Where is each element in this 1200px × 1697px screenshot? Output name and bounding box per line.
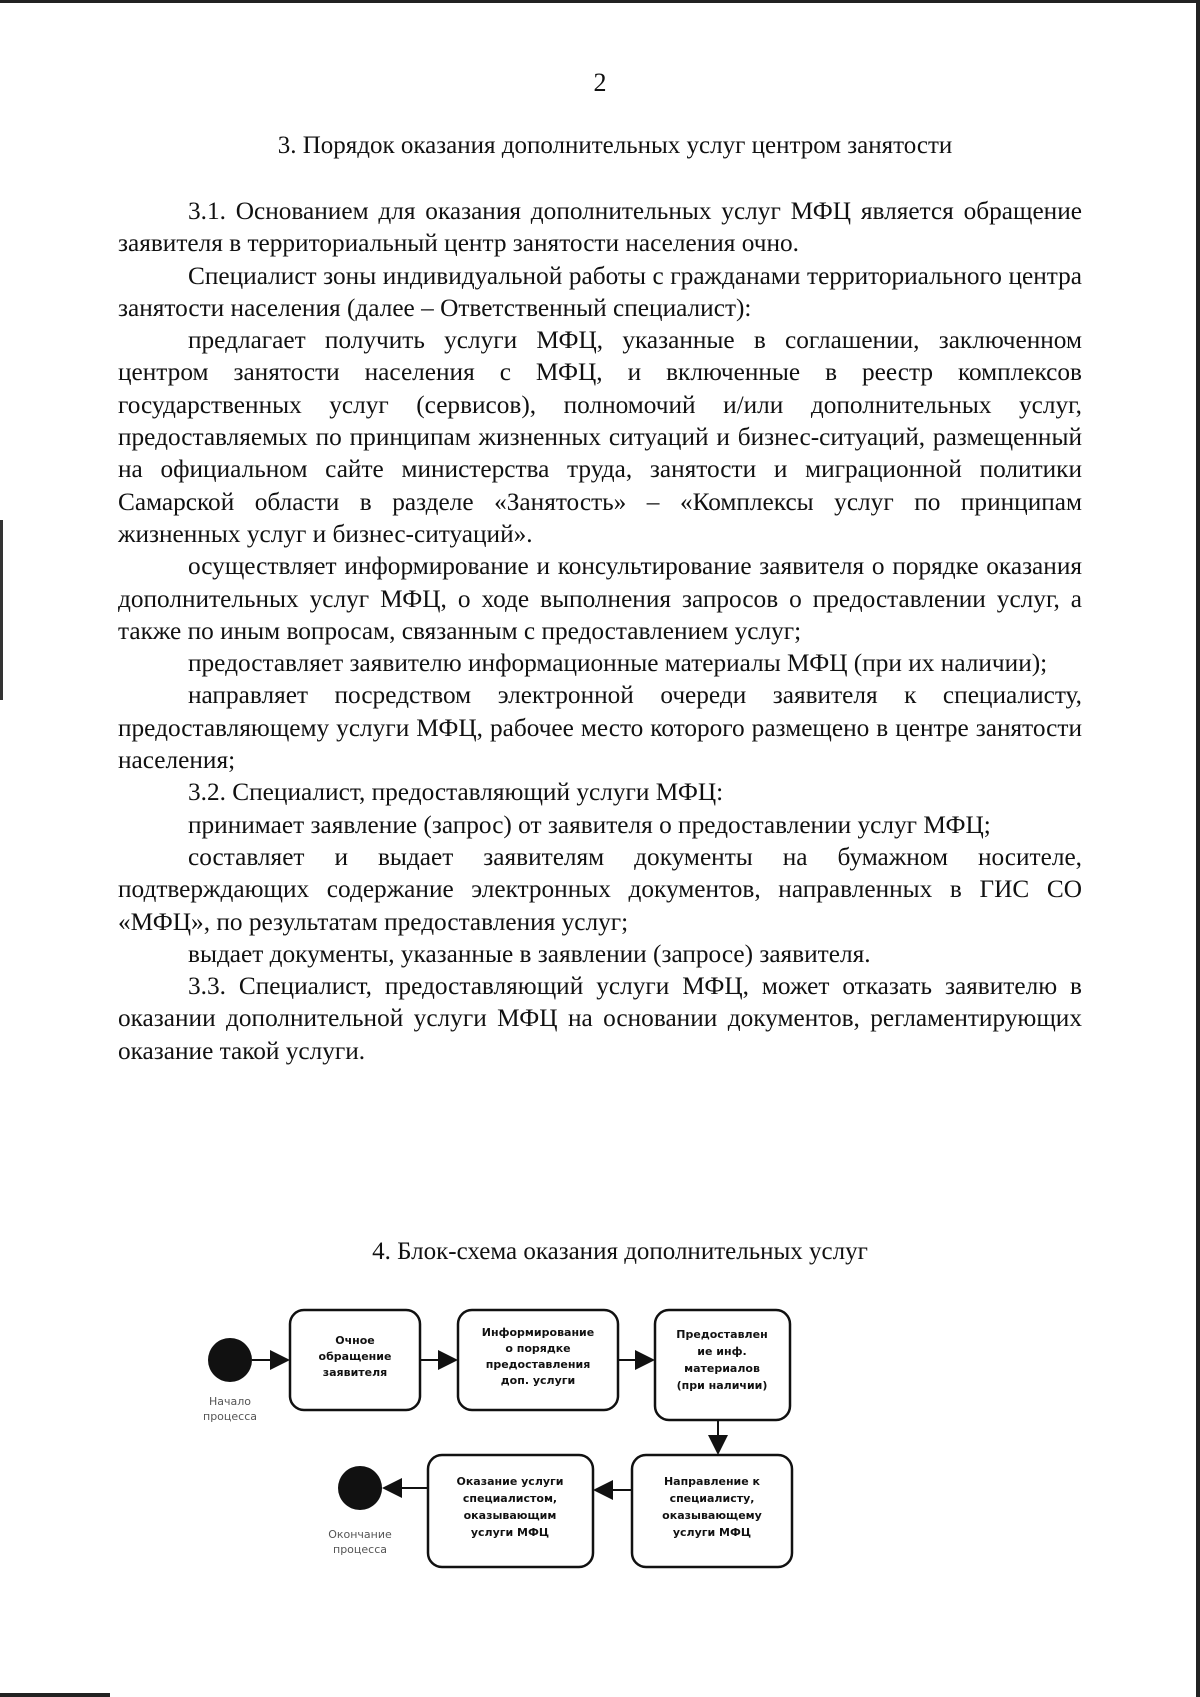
step-text: оказывающему xyxy=(662,1509,762,1522)
end-label-line: процесса xyxy=(333,1543,387,1556)
paragraph: составляет и выдает заявителям документы на бумажном носителе, подтверждающих содержание электронных документов, направленных в ГИС СО «МФЦ», по результатам предоставления услуг; xyxy=(118,842,1082,936)
paragraph: осуществляет информирование и консультирование заявителя о порядке оказания дополнительных услуг МФЦ, о ходе выполнения запросов о предоставлении услуг, а также по иным вопросам, связанным с предоставлением услуг; xyxy=(118,552,1082,645)
step-text: доп. услуги xyxy=(500,1374,576,1387)
scan-edge-left xyxy=(0,520,3,700)
step-text: Очное xyxy=(335,1334,375,1347)
paragraph: 3.3. Специалист, предоставляющий услуги МФЦ, может отказать заявителю в оказании дополнительной услуги МФЦ на основании документов, регламентирующих оказание такой услуги. xyxy=(118,972,1082,1065)
step-text: Предоставлен xyxy=(676,1328,768,1341)
step-text: материалов xyxy=(684,1362,760,1375)
scan-edge-top xyxy=(0,0,1200,3)
section-3-body xyxy=(118,195,1082,1067)
step-text: предоставления xyxy=(485,1358,591,1371)
scan-edge-right xyxy=(1196,0,1200,1697)
section-4-title: 4. Блок-схема оказания дополнительных услуг xyxy=(372,1238,868,1265)
paragraph: принимает заявление (запрос) от заявителя о предоставлении услуг МФЦ; xyxy=(188,810,991,839)
start-node xyxy=(208,1338,252,1382)
step-text: заявителя xyxy=(322,1366,388,1379)
paragraph: направляет посредством электронной очереди заявителя к специалисту, предоставляющему услуги МФЦ, рабочее место которого размещено в центре занятости населения; xyxy=(118,681,1082,775)
step-text: специалисту, xyxy=(669,1492,755,1505)
step-text: Информирование xyxy=(481,1326,595,1339)
paragraph: предлагает получить услуги МФЦ, указанные в соглашении, заключенном центром занятости населения с МФЦ, и включенные в реестр комплексов государственных услуг (сервисов), полномочий и/или дополнительных услуг, предоставляемых по принципам жизненных ситуаций и бизнес-ситуаций, размещенный на официальном сайте министерства труда, занятости и миграционной политики Самарской области в разделе «Занятость» – «Комплексы услуг по принципам жизненных услуг и бизнес-ситуаций». xyxy=(118,326,1082,548)
step-text: Оказание услуги xyxy=(456,1475,564,1488)
step-text: услуги МФЦ xyxy=(672,1526,752,1539)
step-text: обращение xyxy=(318,1350,392,1363)
paragraph: Специалист зоны индивидуальной работы с гражданами территориального центра занятости населения (далее – Ответственный специалист): xyxy=(118,261,1082,322)
step-text: о порядке xyxy=(505,1342,571,1355)
step-text: услуги МФЦ xyxy=(470,1526,550,1539)
step-text: Направление к xyxy=(663,1475,761,1488)
paragraph: предоставляет заявителю информационные материалы МФЦ (при их наличии); xyxy=(188,649,1048,678)
scan-edge-bottom xyxy=(0,1693,110,1697)
paragraph: 3.1. Основанием для оказания дополнительных услуг МФЦ является обращение заявителя в территориальный центр занятости населения очно. xyxy=(118,197,1082,258)
start-label-line: Начало xyxy=(208,1395,252,1408)
paragraph: 3.2. Специалист, предоставляющий услуги МФЦ: xyxy=(188,778,724,807)
paragraph: выдает документы, указанные в заявлении (запросе) заявителя. xyxy=(188,939,871,968)
start-label-line: процесса xyxy=(203,1410,257,1423)
step-text: (при наличии) xyxy=(676,1379,768,1392)
section-3-title: 3. Порядок оказания дополнительных услуг центром занятости xyxy=(277,132,953,159)
step-text: специалистом, xyxy=(462,1492,558,1505)
flowchart xyxy=(200,1300,920,1580)
step-text: ие инф. xyxy=(697,1345,747,1358)
page-number: 2 xyxy=(593,68,607,97)
end-label-line: Окончание xyxy=(328,1528,392,1541)
step-text: оказывающим xyxy=(463,1509,557,1522)
end-node xyxy=(338,1466,382,1510)
